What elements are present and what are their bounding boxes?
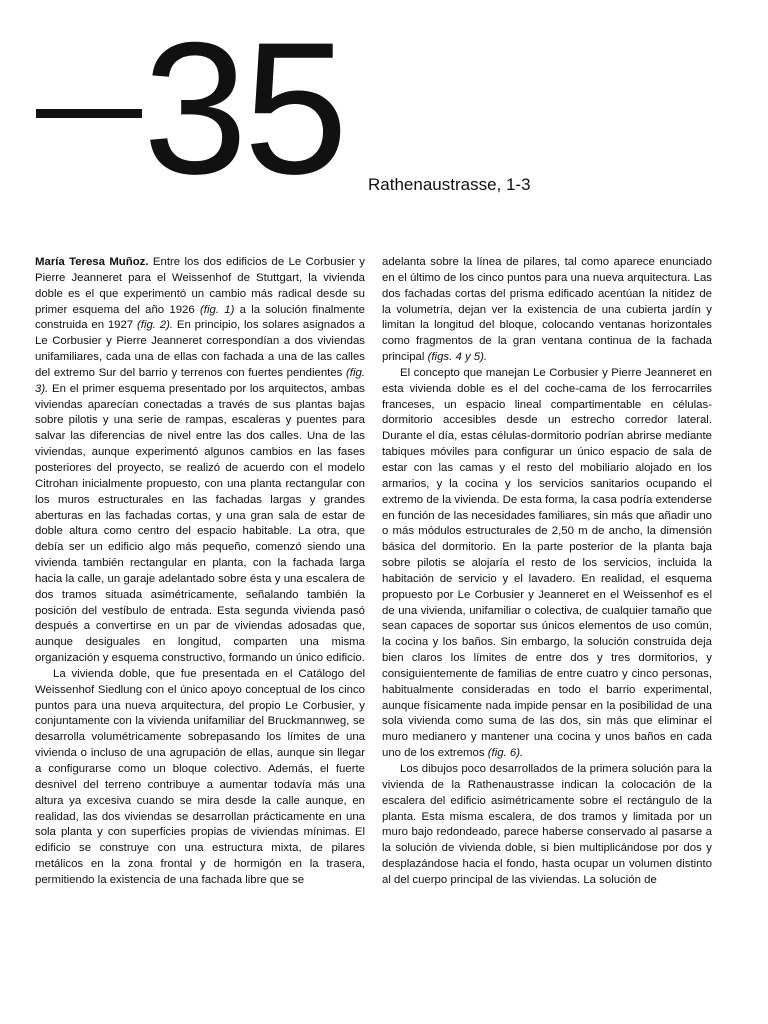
text-run: Entre los dos edificios de Le Corbusier y Pierre Jeanneret para el Weissenhof de Stuttgart, la vivienda doble es el que experimentó un cambio más radical desde su primer esquema del año 1926 xyxy=(35,256,365,316)
chapter-subtitle: Rathenaustrasse, 1-3 xyxy=(368,175,531,194)
paragraph-body xyxy=(35,256,365,664)
chapter-number: 35 xyxy=(143,3,345,213)
figure-reference: (fig. 2). xyxy=(136,319,174,332)
paragraph-1 xyxy=(35,255,365,667)
paragraph-4 xyxy=(382,366,712,762)
figure-reference: (fig. 3). xyxy=(35,366,365,395)
author-name: María Teresa Muñoz. xyxy=(35,256,149,268)
figure-reference: (fig. 6). xyxy=(487,747,524,760)
text-run: Los dibujos poco desarrollados de la primera solución para la vivienda de la Rathenaustrasse indican la colocación de la escalera del edificio asimétricamente sobre el rectángulo de la planta. Esta misma escalera, de dos tramos y limitada por un muro bajo redondeado, parece haberse conservado al pasarse a la solución de vivienda doble, si bien multiplicándose por dos y desplazándose hacia el fondo, hasta ocupar un volumen distinto al del cuerpo principal de las viviendas. La solución de xyxy=(382,763,712,886)
paragraph-3 xyxy=(382,255,712,366)
right-text-column xyxy=(382,255,712,889)
text-run: En el primer esquema presentado por los arquitectos, ambas viviendas aparecían conectadas a través de sus plantas bajas sobre pilotis y una serie de rampas, escaleras y puentes para salvar las diferencias de nivel entre las dos calles. Una de las viviendas, aunque experimentó algunos cambios en las fases posteriores del proyecto, se realizó de acuerdo con el modelo Citrohan inicialmente propuesto, con una planta rectangular con los muros estructurales en las fachadas largas y grandes aberturas en las fachadas cortas, y una gran sala de estar de doble altura como centro del espacio habitable. La otra, que debía ser un edificio algo más pequeño, comenzó siendo una vivienda también rectangular en planta, con la fachada larga hacia la calle, un garaje adelantado sobre ésta y una escalera de dos tramos situada asimétricamente, señalando también la posición del vestíbulo de entrada. Esta segunda vivienda pasó después a convertirse en un par de viviendas adosadas que, aunque desiguales en longitud, comparten una misma organización y esquema constructivo, formando un único edificio. xyxy=(35,382,365,665)
text-run: adelanta sobre la línea de pilares, tal como aparece enunciado en el último de los cinco puntos para una nueva arquitectura. Las dos fachadas cortas del prisma edificado acentúan la nitidez de la volumetría, dejan ver la existencia de una cubierta jardín y limitan la longitud del bloque, colocando ventanas horizontales como fragmentos de la gran ventana continua de la fachada principal xyxy=(382,256,712,364)
text-run: El concepto que manejan Le Corbusier y Pierre Jeanneret en esta vivienda doble es el del coche-cama de los ferrocarriles franceses, un espacio lineal compartimentable en células-dormitorio accesibles desde un estrecho corredor lateral. Durante el día, estas células-dormitorio podrían abrirse mediante tabiques móviles para configurar un único espacio de sala de estar con las camas y el resto del mobiliario alojado en los armarios, y la cocina y los servicios sanitarios ocupando el extremo de la vivienda. De esta forma, la casa podría extenderse en función de las necesidades familiares, sin más que añadir uno o más módulos estructurales de 2,50 m de ancho, la dimensión básica del dormitorio. En la parte posterior de la planta baja sobre pilotis se alojaría el resto de los servicios, incluida la habitación de servicio y el lavadero. En realidad, el esquema propuesto por Le Corbusier y Jeanneret en el Weissenhof es el de una vivienda, unifamiliar o colectiva, de cualquier tamaño que sean capaces de soportar sus únicos elementos de uso común, la cocina y los baños. Sin embargo, la solución construida deja bien claros los límites de entre dos y tres dormitorios, y consiguientemente de familias de entre cuatro y cinco personas, habitualmente consideradas en todo el barrio experimental, aunque físicamente nada impide pensar en la posibilidad de una sola vivienda como suma de las dos, sin más que eliminar el muro medianero y mantener una cocina y unos baños en cada uno de los extremos xyxy=(382,366,712,760)
text-run: a la solución finalmente construida en 1927 xyxy=(35,303,365,332)
text-run: En principio, los solares asignados a Le Corbusier y Pierre Jeanneret correspondían a dos viviendas unifamiliares, cada una de ellas con fachada a una de las calles del extremo Sur del barrio y terrenos con fuertes pendientes xyxy=(35,319,365,379)
paragraph-5 xyxy=(382,762,712,889)
paragraph-2 xyxy=(35,667,365,889)
figure-reference: (figs. 4 y 5). xyxy=(427,351,488,364)
figure-reference: (fig. 1) xyxy=(200,303,235,316)
left-text-column xyxy=(35,255,365,889)
title-dash xyxy=(36,109,142,118)
text-run: La vivienda doble, que fue presentada en el Catálogo del Weissenhof Siedlung con el único apoyo conceptual de los cinco puntos para una nueva arquitectura, del propio Le Corbusier, y conjuntamente con la vivienda unifamiliar del Bruckmannweg, se desarrolla volumétricamente sobrepasando los límites de una vivienda o incluso de una agrupación de ellas, aunque sin llegar a configurarse como un bloque colectivo. Además, el fuerte desnivel del terreno contribuye a aumentar todavía más una altura ya excesiva cuando se mira desde la calle aunque, en realidad, las dos viviendas se desarrollan prácticamente en una sola planta y con superficies propias de viviendas mínimas. El edificio se construye con una estructura mixta, de pilares metálicos en la zona frontal y de hormigón en la trasera, permitiendo la existencia de una fachada libre que se xyxy=(35,667,365,886)
